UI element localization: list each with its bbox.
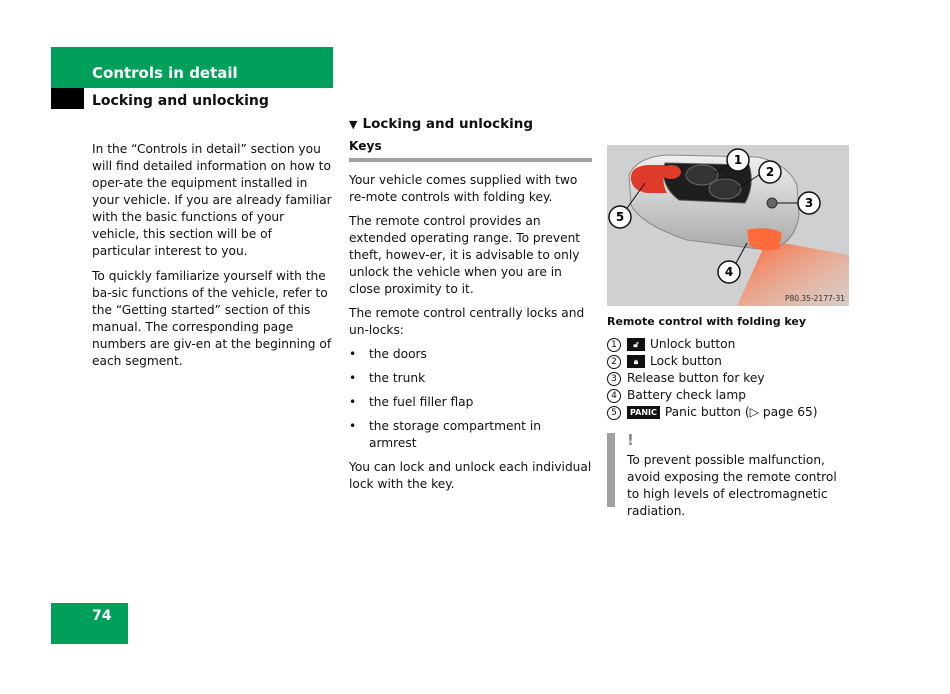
legend-text: Release button for key <box>627 371 765 385</box>
figure-legend <box>607 336 857 421</box>
exclamation-icon: ! <box>627 431 634 449</box>
legend-text: Lock button <box>650 354 722 368</box>
warning-text: To prevent possible malfunction, avoid exposing the remote control to high levels of electromagnetic radiation. <box>627 453 837 518</box>
legend-item <box>607 353 857 370</box>
legend-number: 1 <box>607 338 621 352</box>
lock-icon: 🔒︎ <box>627 355 645 368</box>
legend-item <box>607 370 857 387</box>
intro-paragraph-2: To quickly familiarize yourself with the ba-sic functions of the vehicle, refer to the “Getting started” section of this manual. The corresponding page numbers are giv-en at the beginning of each segment. <box>92 269 332 368</box>
keys-paragraph-1: Your vehicle comes supplied with two re-mote controls with folding key. <box>349 173 578 204</box>
callout-4: 4 <box>724 265 734 279</box>
subsection-heading <box>349 116 592 132</box>
legend-number: 3 <box>607 372 621 386</box>
page-number: 74 <box>92 608 112 624</box>
list-item: • the fuel filler flap <box>349 395 474 409</box>
legend-item <box>607 404 857 421</box>
triangle-down-icon: ▼ <box>349 117 358 131</box>
figure-caption: Remote control with folding key <box>607 315 807 328</box>
heading-rule <box>349 158 592 162</box>
warning-note <box>607 431 852 518</box>
intro-paragraph-1: In the “Controls in detail” section you will find detailed information on how to oper-ate the equipment installed in your vehicle. If you are already familiar with the basic functions of your vehicle, this section will be of particular interest to you. <box>92 142 332 258</box>
keys-paragraph-2: The remote control provides an extended operating range. To prevent theft, howev-er, it is advisable to only unlock the vehicle when you are in close proximity to it. <box>349 214 581 296</box>
list-item: • the doors <box>349 347 427 361</box>
page-number-box <box>51 603 128 644</box>
remote-control-figure <box>607 145 849 306</box>
subsection-title: Locking and unlocking <box>362 116 534 132</box>
section-marker <box>51 88 84 109</box>
callout-3: 3 <box>804 196 814 210</box>
main-column <box>349 116 592 500</box>
unlock-icon: 🔓︎ <box>627 338 645 351</box>
callout-5: 5 <box>615 210 625 224</box>
list-item: • the trunk <box>349 371 426 385</box>
legend-text: Panic button (▷ page 65) <box>664 405 818 419</box>
list-item: • the storage compartment in armrest <box>349 419 541 450</box>
figure-code: P80.35-2177-31 <box>784 294 845 303</box>
remote-key-illustration <box>607 145 849 306</box>
callout-2: 2 <box>765 165 775 179</box>
warning-bar <box>607 433 615 507</box>
intro-column <box>92 141 334 370</box>
callout-1: 1 <box>733 153 743 167</box>
panic-badge: PANIC <box>627 406 660 419</box>
legend-number: 4 <box>607 389 621 403</box>
legend-text: Unlock button <box>650 337 736 351</box>
legend-number: 2 <box>607 355 621 369</box>
legend-number: 5 <box>607 406 621 420</box>
chapter-title: Controls in detail <box>92 64 238 82</box>
legend-item <box>607 336 857 353</box>
keys-heading: Keys <box>349 139 382 153</box>
keys-paragraph-3: The remote control centrally locks and un-locks: <box>349 306 585 337</box>
legend-text: Battery check lamp <box>627 388 747 402</box>
section-title: Locking and unlocking <box>92 93 269 109</box>
lock-targets-list <box>349 346 592 452</box>
keys-paragraph-4: You can lock and unlock each individual lock with the key. <box>349 460 592 491</box>
legend-item <box>607 387 857 404</box>
